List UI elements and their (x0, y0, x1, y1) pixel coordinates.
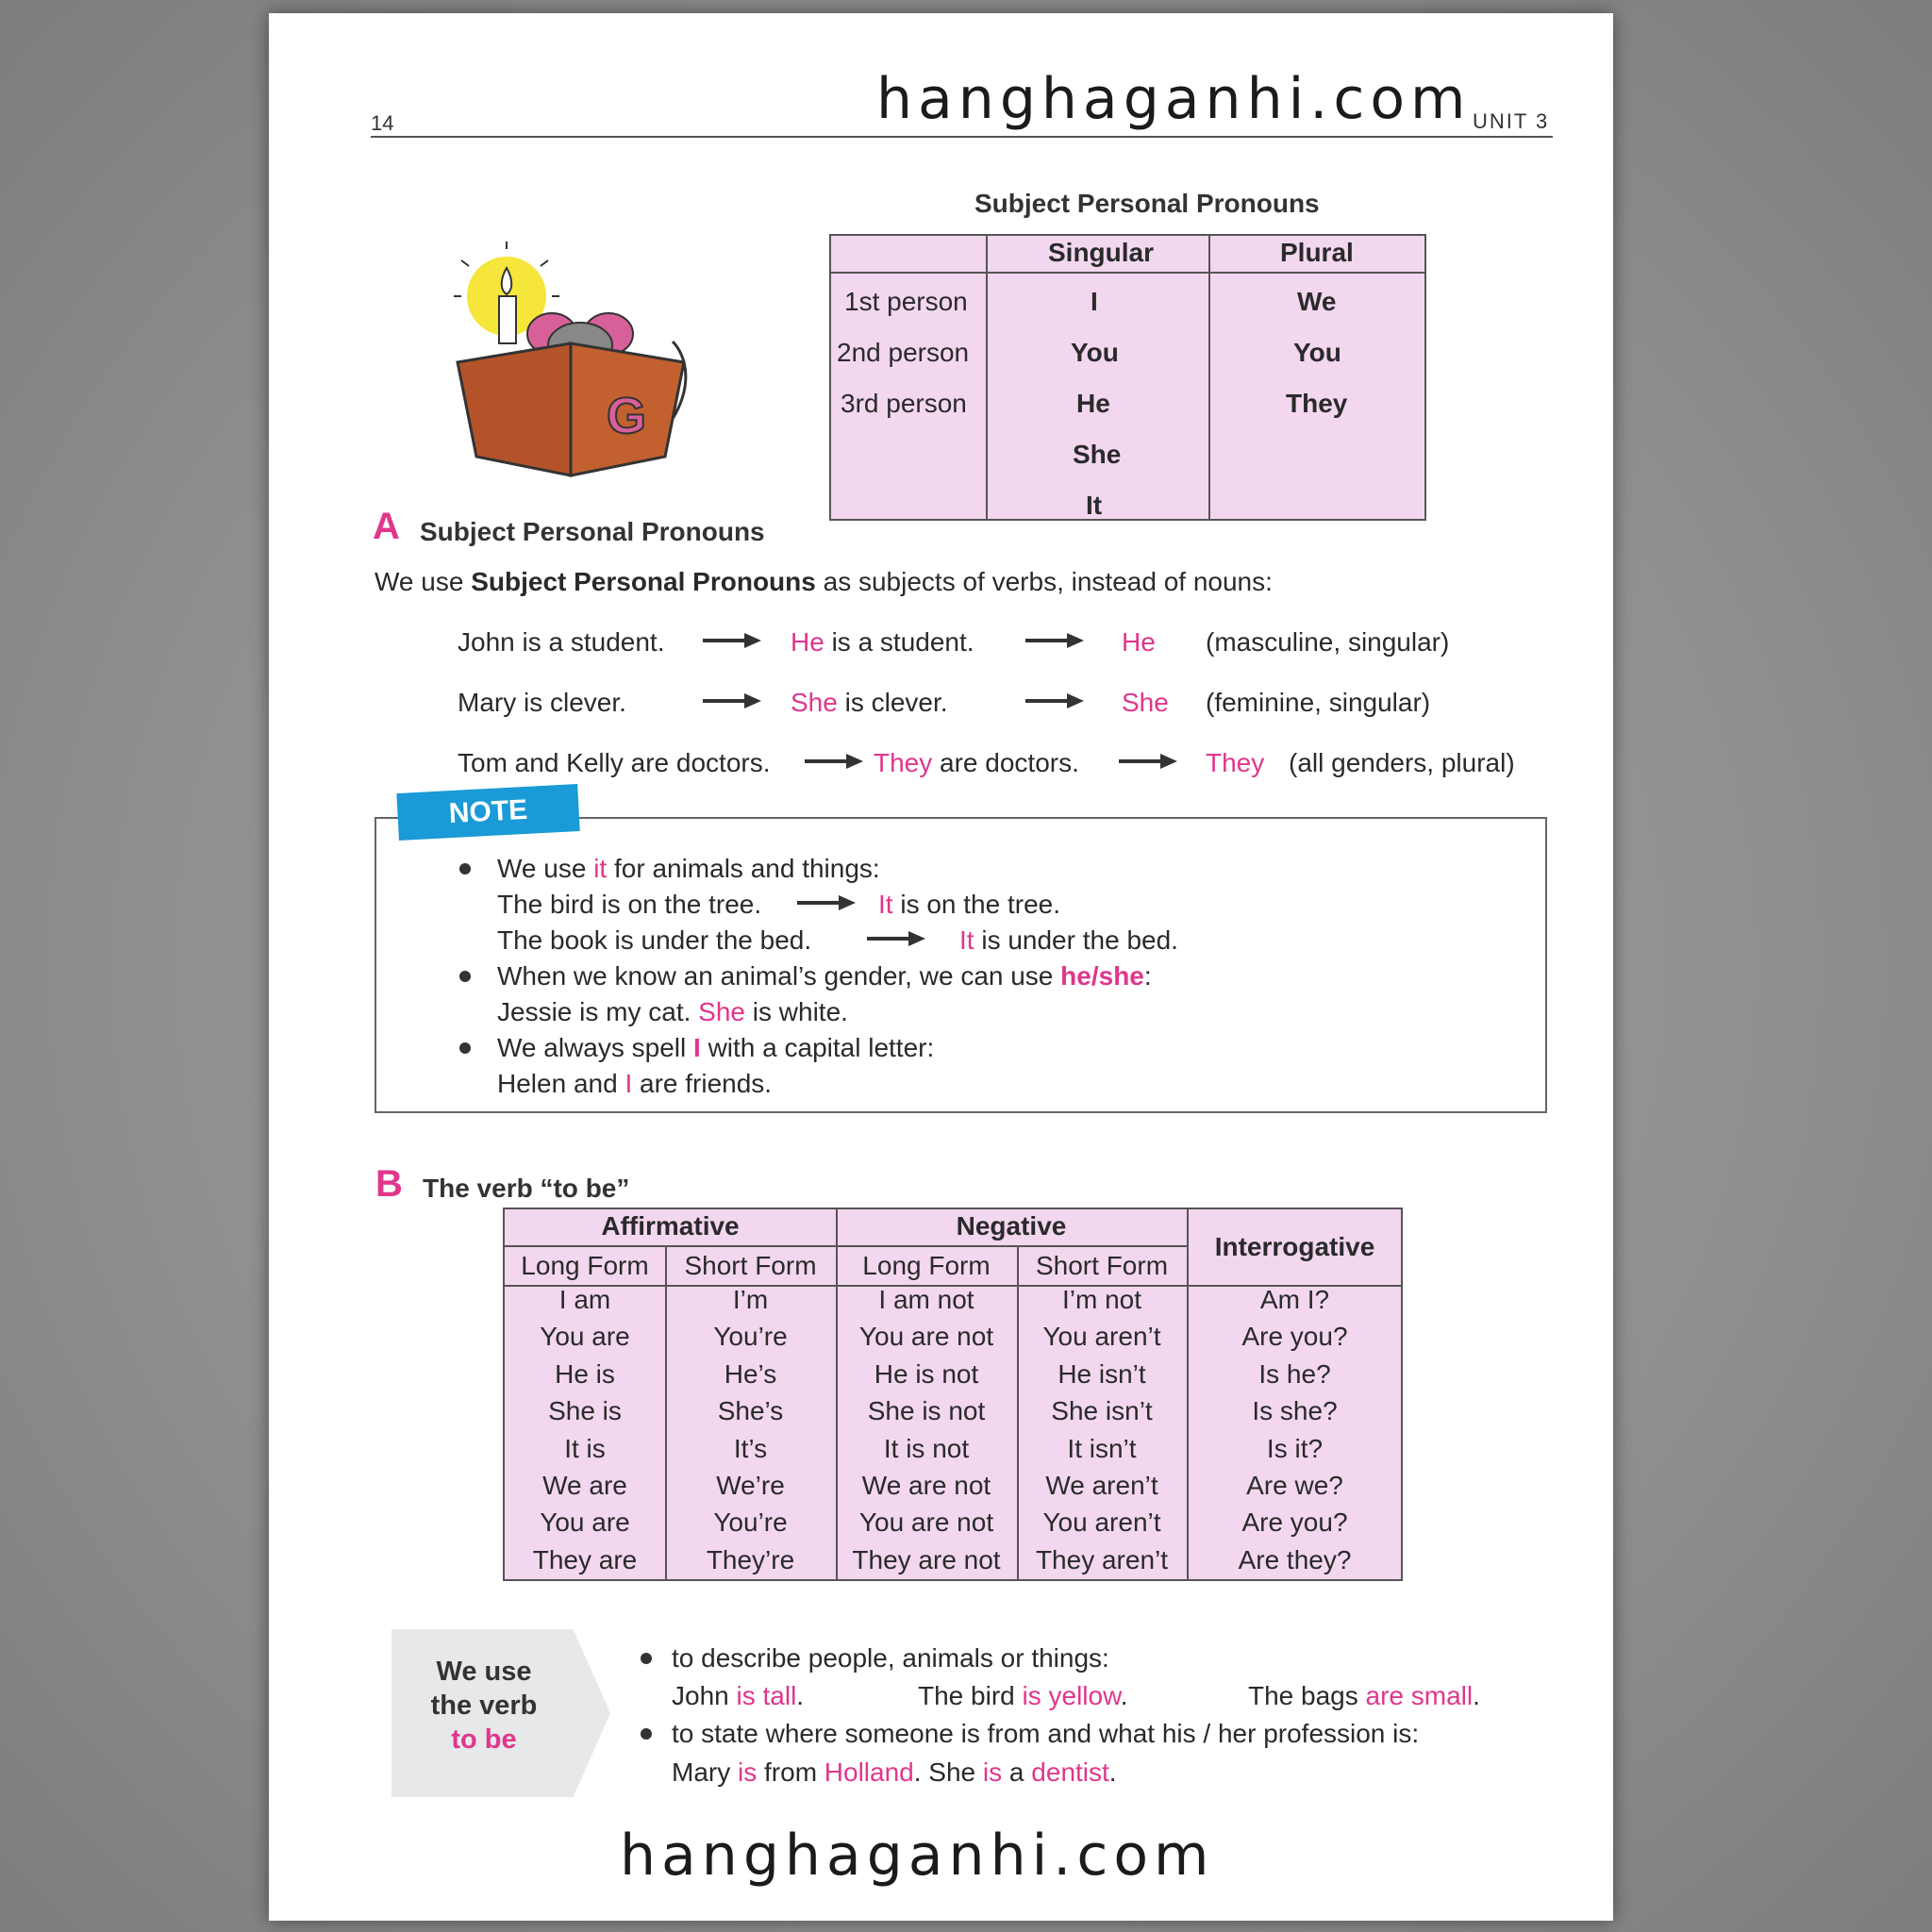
table-cell: It’s (733, 1433, 768, 1463)
table-cell: You aren’t (1042, 1507, 1161, 1538)
table-cell: It is not (883, 1433, 970, 1463)
table-cell: Are they? (1238, 1544, 1352, 1574)
table-divider (831, 272, 1424, 274)
section-a-intro: We use Subject Personal Pronouns as subjects of verbs, instead of nouns: (375, 567, 1273, 596)
usage-example: The bird is yellow. (918, 1681, 1128, 1710)
watermark-top: hanghaganhi.com (876, 66, 1472, 132)
person-label: 3rd person (841, 389, 967, 418)
singular-pronoun: It (1086, 491, 1103, 520)
table-cell: You are (540, 1322, 630, 1352)
table-cell: We’re (716, 1471, 785, 1501)
table-cell: She is (548, 1396, 622, 1426)
usage-line: to describe people, animals or things: (672, 1643, 1109, 1673)
table-cell: Are you? (1241, 1507, 1348, 1538)
table-cell: She isn’t (1051, 1396, 1153, 1426)
col-header-singular: Singular (1048, 238, 1155, 267)
table-cell: He is not (874, 1358, 979, 1389)
table-cell: It is (564, 1433, 606, 1463)
arrow-right-icon (703, 632, 761, 649)
table-cell: You are not (858, 1507, 994, 1538)
note-example: Helen and I are friends. (497, 1069, 773, 1098)
arrow-right-icon (1025, 692, 1084, 709)
table-divider (505, 1245, 1187, 1247)
table-cell: We are (542, 1471, 627, 1501)
aff-short-column (665, 1281, 836, 1578)
note-example-result: It is on the tree. (878, 890, 1060, 919)
watermark-bottom: hanghaganhi.com (620, 1823, 1215, 1889)
person-label: 1st person (844, 287, 968, 316)
table-cell: You are (540, 1507, 630, 1538)
singular-pronoun: She (1073, 440, 1122, 469)
unit-label: UNIT 3 (1473, 109, 1550, 133)
table-cell: They’re (706, 1544, 795, 1574)
section-a-title: Subject Personal Pronouns (420, 517, 765, 546)
section-b-letter: B (375, 1163, 403, 1205)
note-line: When we know an animal’s gender, we can use he/she: (497, 961, 1152, 991)
note-line: We use it for animals and things: (497, 854, 880, 883)
table-divider (1208, 236, 1210, 519)
person-label: 2nd person (837, 338, 970, 367)
note-example-result: It is under the bed. (959, 925, 1178, 955)
singular-pronoun: You (1071, 338, 1119, 367)
col-header-plural: Plural (1280, 238, 1354, 267)
pronoun-table (829, 234, 1426, 521)
table-cell: You are not (858, 1322, 994, 1352)
svg-text:G: G (607, 388, 647, 444)
table-cell: Am I? (1259, 1285, 1330, 1314)
arrow-right-icon (797, 894, 856, 911)
arrow-right-icon (867, 930, 925, 947)
example-note: (masculine, singular) (1206, 627, 1450, 657)
table-cell: You aren’t (1042, 1322, 1161, 1352)
pronoun-table-title: Subject Personal Pronouns (974, 189, 1320, 218)
bullet-icon (459, 1042, 471, 1054)
usage-example: Mary is from Holland. She is a dentist. (672, 1757, 1117, 1787)
header-affirmative: Affirmative (601, 1211, 740, 1241)
table-cell: Is it? (1266, 1433, 1324, 1463)
table-cell: He is (555, 1358, 615, 1389)
page-number: 14 (371, 111, 394, 135)
example-sentence: Tom and Kelly are doctors. (458, 748, 771, 777)
table-cell: They are (532, 1544, 638, 1574)
usage-example: John is tall. (672, 1681, 805, 1710)
example-converted: They are doctors. (874, 748, 1079, 777)
section-b-title: The verb “to be” (423, 1174, 630, 1203)
example-result: She (1122, 688, 1169, 717)
note-tab: NOTE (396, 784, 579, 841)
aff-long-column (505, 1281, 665, 1578)
header-long-form: Long Form (862, 1251, 991, 1280)
table-cell: They are not (852, 1544, 1001, 1574)
table-cell: I am (558, 1285, 611, 1314)
bullet-icon (641, 1653, 652, 1664)
neg-short-column (1017, 1281, 1187, 1578)
usage-example: The bags are small. (1248, 1681, 1480, 1710)
table-cell: We are not (861, 1471, 991, 1501)
plural-pronoun: You (1293, 338, 1341, 367)
example-result: They (1206, 748, 1265, 777)
table-cell: I am not (878, 1285, 974, 1314)
arrow-right-icon (1119, 753, 1177, 770)
header-long-form: Long Form (521, 1251, 649, 1280)
arrow-right-icon (703, 692, 761, 709)
table-cell: She is not (867, 1396, 986, 1426)
table-cell: He’s (724, 1358, 777, 1389)
note-example: The book is under the bed. (497, 925, 812, 955)
header-rule (371, 136, 1553, 138)
example-converted: She is clever. (791, 688, 948, 717)
example-converted: He is a student. (791, 627, 974, 657)
note-line: We always spell I with a capital letter: (497, 1033, 935, 1062)
table-cell: They aren’t (1035, 1544, 1169, 1574)
table-cell: I’m (732, 1285, 769, 1314)
example-result: He (1122, 627, 1156, 657)
table-cell: He isn’t (1058, 1358, 1146, 1389)
bullet-icon (459, 863, 471, 874)
textbook-page (269, 13, 1613, 1921)
usage-label: We use the verb to be (430, 1657, 538, 1755)
arrow-right-icon (1025, 632, 1084, 649)
singular-pronoun: He (1076, 389, 1110, 418)
neg-long-column (836, 1281, 1017, 1578)
bullet-icon (641, 1728, 652, 1740)
header-negative: Negative (956, 1211, 1067, 1241)
table-cell: You’re (713, 1507, 788, 1538)
table-cell: Is he? (1258, 1358, 1331, 1389)
table-cell: It isn’t (1067, 1433, 1137, 1463)
section-a-letter: A (373, 506, 400, 547)
table-cell: She’s (717, 1396, 784, 1426)
table-cell: We aren’t (1045, 1471, 1158, 1501)
header-interrogative: Interrogative (1214, 1232, 1375, 1261)
singular-pronoun: I (1091, 287, 1098, 316)
table-cell: Are you? (1241, 1322, 1348, 1352)
table-cell: Is she? (1252, 1396, 1338, 1426)
interrogative-column (1187, 1281, 1403, 1578)
bullet-icon (459, 971, 471, 982)
usage-line: to state where someone is from and what his / her profession is: (672, 1719, 1420, 1748)
note-example: The bird is on the tree. (497, 890, 762, 919)
table-cell: I’m not (1061, 1285, 1142, 1314)
arrow-right-icon (805, 753, 863, 770)
plural-pronoun: We (1297, 287, 1337, 316)
plural-pronoun: They (1286, 389, 1348, 418)
verb-to-be-table (503, 1208, 1403, 1581)
example-note: (feminine, singular) (1206, 688, 1431, 717)
note-example: Jessie is my cat. She is white. (497, 997, 848, 1026)
table-divider (986, 236, 988, 519)
example-sentence: John is a student. (458, 627, 665, 657)
table-cell: You’re (713, 1322, 788, 1352)
example-sentence: Mary is clever. (458, 688, 626, 717)
header-short-form: Short Form (1035, 1251, 1169, 1280)
book-mouse-candle-illustration (448, 240, 693, 485)
example-note: (all genders, plural) (1289, 748, 1515, 777)
header-short-form: Short Form (684, 1251, 817, 1280)
table-cell: Are we? (1246, 1471, 1343, 1501)
